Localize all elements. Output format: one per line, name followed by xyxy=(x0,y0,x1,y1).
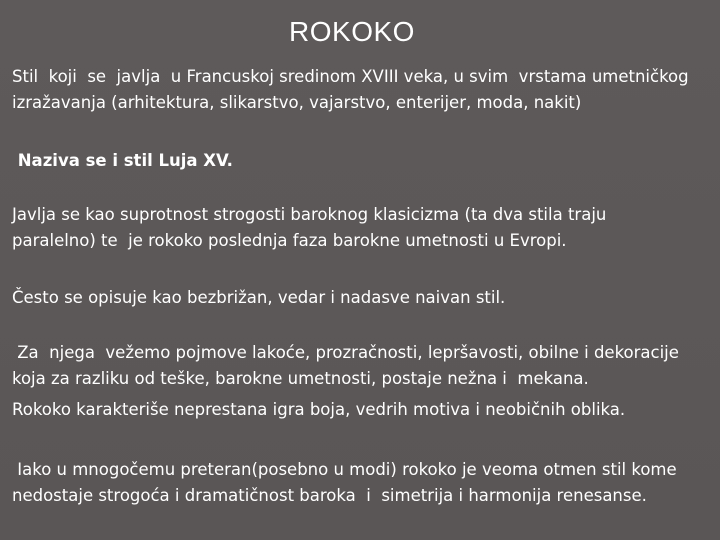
paragraph-concepts xyxy=(12,340,679,392)
paragraph-line: koja za razliku od teške, barokne umetnosti, postaje nežna i mekana. xyxy=(12,369,589,388)
paragraph-line: paralelno) te je rokoko poslednja faza barokne umetnosti u Evropi. xyxy=(12,231,567,250)
paragraph-line: Rokoko karakteriše neprestana igra boja, vedrih motiva i neobičnih oblika. xyxy=(12,400,626,419)
paragraph-line: Naziva se i stil Luja XV. xyxy=(12,151,233,170)
paragraph-intro xyxy=(12,64,689,116)
paragraph-name xyxy=(12,148,233,174)
paragraph-conclusion xyxy=(12,457,677,509)
paragraph-line: Za njega vežemo pojmove lakoće, prozračnosti, lepršavosti, obilne i dekoracije xyxy=(12,343,679,362)
paragraph-line: izražavanja (arhitektura, slikarstvo, vajarstvo, enterijer, moda, nakit) xyxy=(12,93,582,112)
slide-title: ROKOKO xyxy=(289,16,415,47)
paragraph-line: Iako u mnogočemu preteran(posebno u modi) rokoko je veoma otmen stil kome xyxy=(12,460,677,479)
paragraph-line: Često se opisuje kao bezbrižan, vedar i nadasve naivan stil. xyxy=(12,288,506,307)
paragraph-origin xyxy=(12,202,606,254)
paragraph-line: Javlja se kao suprotnost strogosti baroknog klasicizma (ta dva stila traju xyxy=(12,205,607,224)
paragraph-line: nedostaje strogoća i dramatičnost baroka i simetrija i harmonija renesanse. xyxy=(12,486,647,505)
paragraph-line: Stil koji se javlja u Francuskoj sredinom XVIII veka, u svim vrstama umetničkog xyxy=(12,67,689,86)
paragraph-description xyxy=(12,285,505,311)
paragraph-characteristics xyxy=(12,397,625,423)
